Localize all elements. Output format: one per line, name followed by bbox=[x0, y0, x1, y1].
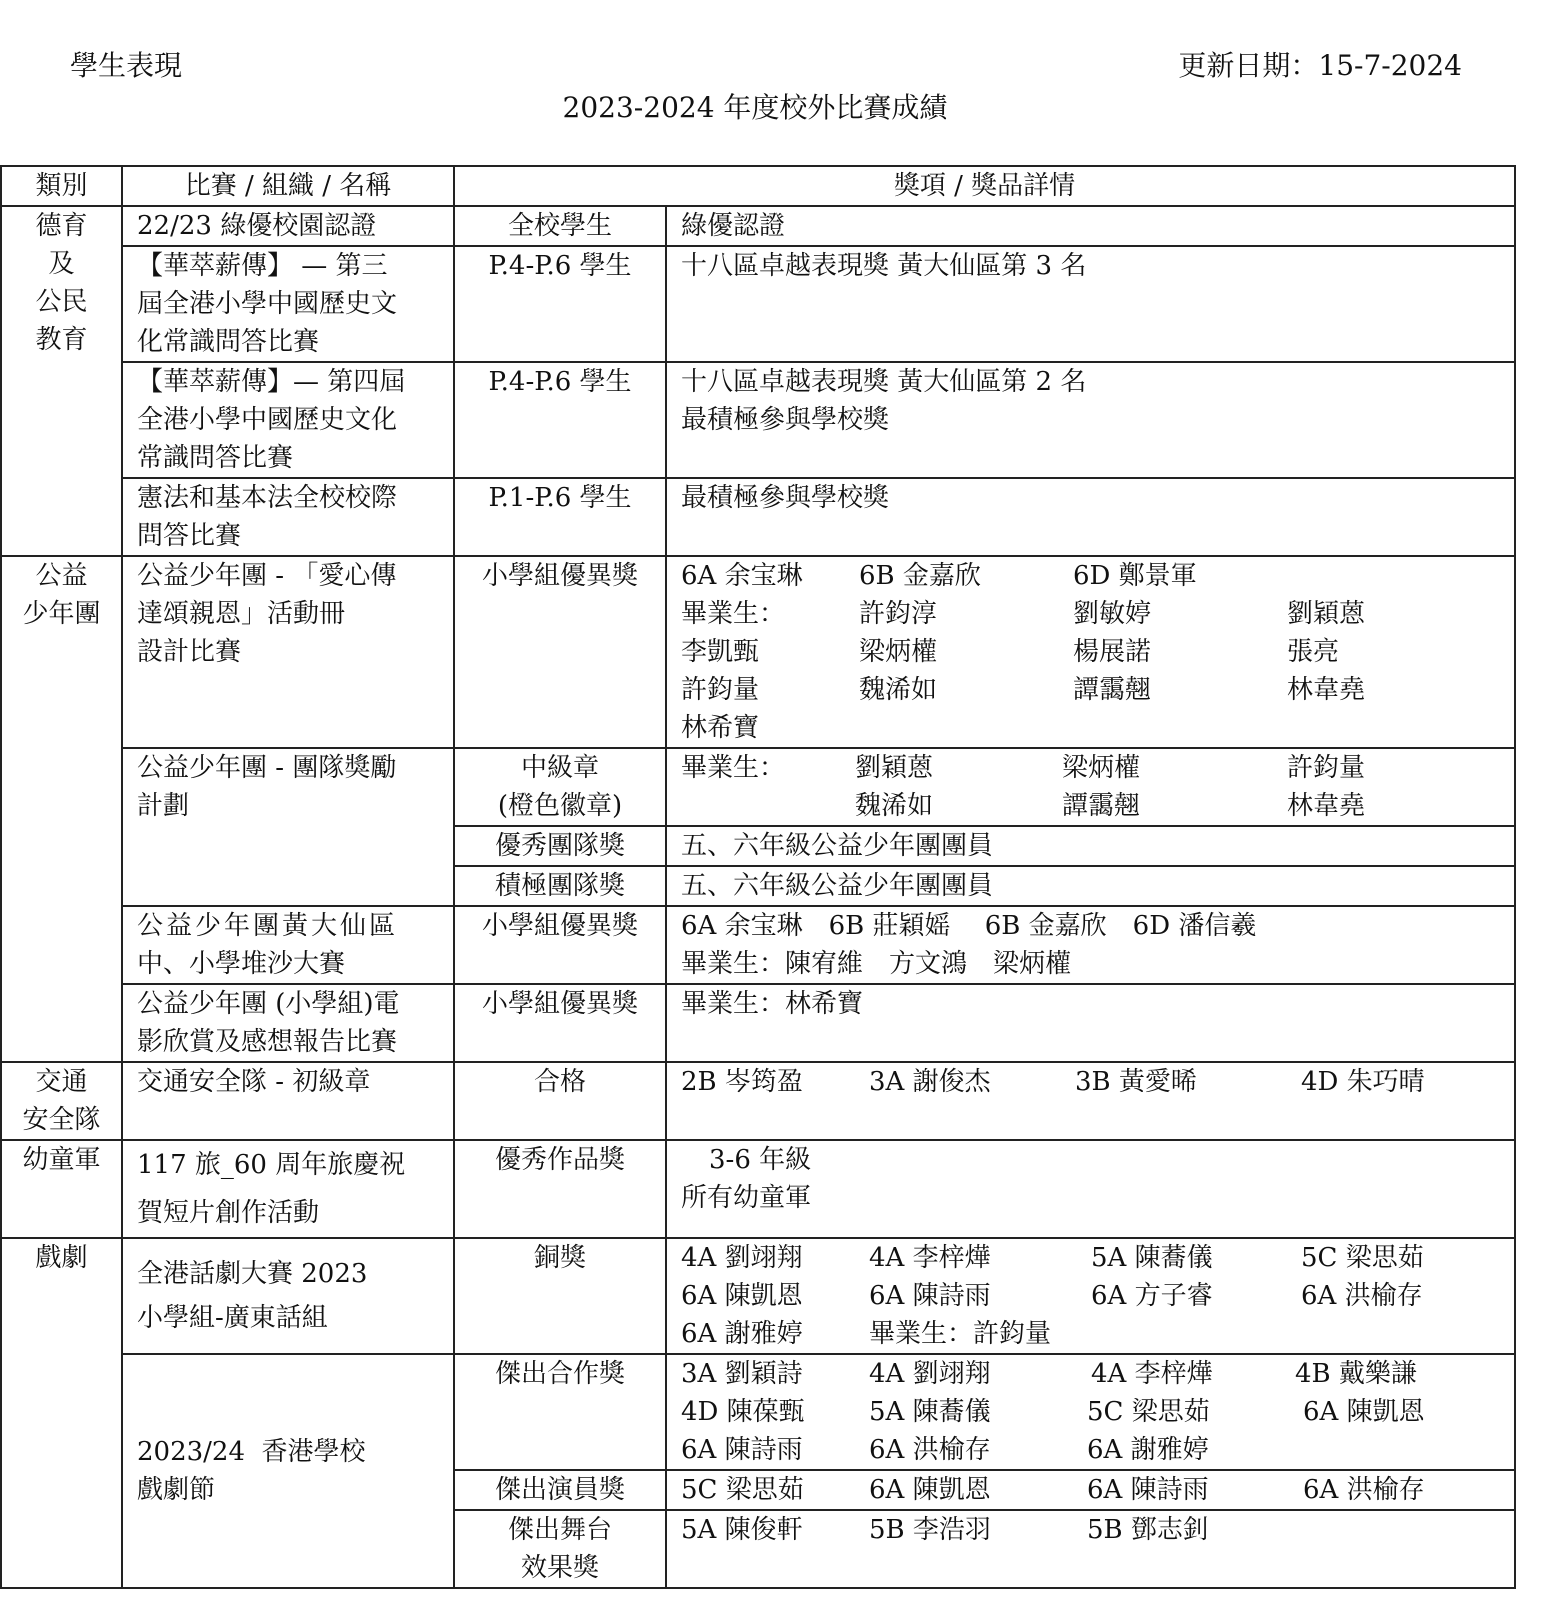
detail-line: 所有幼童軍 bbox=[681, 1183, 812, 1213]
student-name: 李凱甄 bbox=[681, 637, 760, 667]
student-name: 劉敏婷 bbox=[1073, 599, 1152, 629]
student-name: 5C 梁思茹 bbox=[1087, 1397, 1210, 1427]
student-name: 6A 陳凱恩 bbox=[869, 1475, 991, 1505]
category-line: 少年團 bbox=[22, 599, 101, 629]
competition-line: 影欣賞及感想報告比賽 bbox=[137, 1027, 398, 1057]
competition-line: 全港話劇大賽 2023 bbox=[137, 1259, 368, 1289]
table-row bbox=[1, 1140, 1515, 1238]
group-line: 效果獎 bbox=[520, 1553, 599, 1583]
competition-cell bbox=[122, 1140, 454, 1238]
name-line bbox=[681, 1393, 1500, 1431]
category-line: 德育 bbox=[35, 211, 88, 241]
student-name: 6A 方子睿 bbox=[1091, 1281, 1213, 1311]
competition-line: 公益少年團黃大仙區 bbox=[137, 911, 399, 941]
student-name: 5A 陳俊軒 bbox=[681, 1515, 803, 1545]
competition-line: 【華萃薪傳】 — 第三 bbox=[137, 251, 388, 281]
header-competition: 比賽 / 組織 / 名稱 bbox=[122, 166, 454, 206]
competition-cell: 交通安全隊 - 初級章 bbox=[122, 1062, 454, 1140]
student-name: 林韋堯 bbox=[1287, 675, 1366, 705]
group-cell bbox=[454, 748, 666, 826]
details-cell bbox=[666, 1238, 1515, 1354]
competition-cell bbox=[122, 556, 454, 748]
name-line bbox=[681, 709, 1500, 747]
table-row bbox=[1, 1354, 1515, 1470]
student-name: 畢業生： bbox=[681, 753, 786, 783]
competition-cell bbox=[122, 748, 454, 906]
student-name: 許鈞量 bbox=[681, 675, 760, 705]
student-name: 5B 李浩羽 bbox=[869, 1515, 991, 1545]
student-name: 4A 劉翊翔 bbox=[681, 1243, 803, 1273]
group-line: 中級章 bbox=[520, 753, 599, 783]
group-cell: P.1-P.6 學生 bbox=[454, 478, 666, 556]
group-line: (橙色徽章) bbox=[497, 791, 623, 821]
table-row bbox=[1, 984, 1515, 1062]
competition-cell bbox=[122, 362, 454, 478]
student-name: 6A 陳凱恩 bbox=[1303, 1397, 1425, 1427]
competition-line: 戲劇節 bbox=[137, 1475, 216, 1505]
group-cell: 全校學生 bbox=[454, 206, 666, 246]
student-name: 劉穎蒽 bbox=[855, 753, 934, 783]
name-line bbox=[681, 1277, 1500, 1315]
name-line bbox=[681, 1355, 1500, 1393]
details-cell: 五、六年級公益少年團團員 bbox=[666, 826, 1515, 866]
student-name: 2B 岑筠盈 bbox=[681, 1067, 803, 1097]
group-cell: 傑出演員獎 bbox=[454, 1470, 666, 1510]
group-cell: 小學組優異獎 bbox=[454, 906, 666, 984]
detail-line: 3-6 年級 bbox=[709, 1145, 812, 1175]
competition-cell bbox=[122, 1354, 454, 1588]
student-name: 4A 李梓燁 bbox=[1091, 1359, 1213, 1389]
table-row bbox=[1, 1062, 1515, 1140]
details-cell: 畢業生：林希寶 bbox=[666, 984, 1515, 1062]
competition-cell bbox=[122, 478, 454, 556]
detail-line: 畢業生：陳宥維 方文鴻 梁炳權 bbox=[681, 949, 1072, 979]
group-line: 傑出舞台 bbox=[507, 1515, 612, 1545]
student-name: 許鈞淳 bbox=[859, 599, 938, 629]
details-cell bbox=[666, 1510, 1515, 1588]
competition-line: 設計比賽 bbox=[137, 637, 242, 667]
competition-line: 小學組-廣東話組 bbox=[137, 1303, 328, 1333]
update-date: 更新日期：15-7-2024 bbox=[1178, 49, 1462, 82]
section-heading: 學生表現 bbox=[70, 49, 183, 82]
student-name: 6A 陳詩雨 bbox=[869, 1281, 991, 1311]
student-name: 3A 劉穎詩 bbox=[681, 1359, 803, 1389]
student-name: 3A 謝俊杰 bbox=[869, 1067, 991, 1097]
category-charity bbox=[1, 556, 122, 1062]
student-name: 5A 陳蕎儀 bbox=[869, 1397, 991, 1427]
detail-line: 綠優認證 bbox=[681, 211, 786, 241]
detail-line: 6A 余宝琳 6B 莊穎媱 6B 金嘉欣 6D 潘信羲 bbox=[681, 911, 1257, 941]
competition-line: 公益少年團 - 「愛心傳 bbox=[137, 561, 397, 591]
student-name: 5A 陳蕎儀 bbox=[1091, 1243, 1213, 1273]
competition-line: 2023/24 香港學校 bbox=[137, 1437, 366, 1467]
student-name: 張亮 bbox=[1287, 637, 1340, 667]
student-name: 4A 劉翊翔 bbox=[869, 1359, 991, 1389]
student-name bbox=[681, 787, 855, 825]
table-row bbox=[1, 478, 1515, 556]
student-name: 3B 黃愛晞 bbox=[1075, 1067, 1197, 1097]
details-cell bbox=[666, 478, 1515, 556]
student-name: 6A 余宝琳 bbox=[681, 561, 803, 591]
competition-cell bbox=[122, 906, 454, 984]
name-line bbox=[681, 1063, 1500, 1101]
student-name: 4B 戴樂謙 bbox=[1295, 1359, 1417, 1389]
student-name: 6B 金嘉欣 bbox=[859, 561, 981, 591]
student-name: 6A 陳詩雨 bbox=[681, 1435, 803, 1465]
name-line bbox=[681, 1315, 1500, 1353]
student-name: 魏浠如 bbox=[855, 791, 934, 821]
table-header-row bbox=[1, 166, 1515, 206]
group-cell: 優秀團隊獎 bbox=[454, 826, 666, 866]
group-cell: P.4-P.6 學生 bbox=[454, 246, 666, 362]
student-name: 4A 李梓燁 bbox=[869, 1243, 991, 1273]
group-cell: 積極團隊獎 bbox=[454, 866, 666, 906]
competition-line: 22/23 綠優校園認證 bbox=[137, 211, 377, 241]
table-row bbox=[1, 362, 1515, 478]
competition-cell bbox=[122, 1238, 454, 1354]
competition-line: 中、小學堆沙大賽 bbox=[137, 949, 346, 979]
results-table bbox=[0, 165, 1516, 1589]
group-cell: 合格 bbox=[454, 1062, 666, 1140]
student-name: 梁炳權 bbox=[1062, 753, 1141, 783]
competition-cell bbox=[122, 206, 454, 246]
student-name: 6A 洪榆存 bbox=[1303, 1475, 1425, 1505]
student-name: 畢業生： bbox=[681, 599, 786, 629]
name-line bbox=[681, 787, 1500, 825]
student-name: 5C 梁思茹 bbox=[1301, 1243, 1424, 1273]
category-traffic bbox=[1, 1062, 122, 1140]
name-line bbox=[681, 749, 1500, 787]
table-row bbox=[1, 906, 1515, 984]
student-name: 5C 梁思茹 bbox=[681, 1475, 804, 1505]
student-name: 林希寶 bbox=[681, 713, 760, 743]
details-cell bbox=[666, 206, 1515, 246]
student-name: 畢業生：許鈞量 bbox=[869, 1319, 1052, 1349]
student-name: 4D 朱巧晴 bbox=[1301, 1067, 1425, 1097]
group-cell: 銅獎 bbox=[454, 1238, 666, 1354]
name-line bbox=[681, 671, 1500, 709]
table-row bbox=[1, 206, 1515, 246]
category-drama: 戲劇 bbox=[1, 1238, 122, 1588]
competition-line: 計劃 bbox=[137, 791, 190, 821]
details-cell bbox=[666, 362, 1515, 478]
table-row bbox=[1, 246, 1515, 362]
competition-line: 全港小學中國歷史文化 bbox=[137, 405, 398, 435]
competition-line: 憲法和基本法全校校際 bbox=[137, 483, 398, 513]
group-cell bbox=[454, 1510, 666, 1588]
competition-line: 公益少年團 (小學組)電 bbox=[137, 989, 400, 1019]
document-title: 2023-2024 年度校外比賽成績 bbox=[562, 91, 948, 124]
details-cell bbox=[666, 246, 1515, 362]
student-name: 魏浠如 bbox=[859, 675, 938, 705]
student-name: 譚靄翹 bbox=[1073, 675, 1152, 705]
competition-line: 公益少年團 - 團隊獎勵 bbox=[137, 753, 397, 783]
competition-cell bbox=[122, 984, 454, 1062]
category-line: 公民 bbox=[35, 287, 88, 317]
category-line: 及 bbox=[48, 249, 75, 279]
name-line bbox=[681, 633, 1500, 671]
competition-line: 117 旅_60 周年旅慶祝 bbox=[137, 1150, 406, 1180]
student-name: 6A 謝雅婷 bbox=[1087, 1435, 1209, 1465]
name-line bbox=[681, 1511, 1500, 1549]
competition-line: 達頌親恩」活動冊 bbox=[137, 599, 346, 629]
details-cell bbox=[666, 1062, 1515, 1140]
name-line bbox=[681, 557, 1500, 595]
details-cell bbox=[666, 1470, 1515, 1510]
header-category: 類別 bbox=[1, 166, 122, 206]
competition-line: 【華萃薪傳】— 第四屆 bbox=[137, 367, 406, 397]
competition-line: 屆全港小學中國歷史文 bbox=[137, 289, 398, 319]
student-name: 楊展諾 bbox=[1073, 637, 1152, 667]
student-name: 6A 洪榆存 bbox=[1301, 1281, 1423, 1311]
table-row bbox=[1, 556, 1515, 748]
details-cell bbox=[666, 1354, 1515, 1470]
details-cell bbox=[666, 556, 1515, 748]
table-row bbox=[1, 748, 1515, 826]
student-name: 6A 謝雅婷 bbox=[681, 1319, 803, 1349]
detail-line: 十八區卓越表現獎 黃大仙區第 2 名 bbox=[681, 367, 1087, 397]
student-name: 林韋堯 bbox=[1287, 791, 1366, 821]
group-cell: P.4-P.6 學生 bbox=[454, 362, 666, 478]
category-line: 公益 bbox=[35, 561, 88, 591]
detail-line: 最積極參與學校獎 bbox=[681, 483, 890, 513]
group-cell: 小學組優異獎 bbox=[454, 984, 666, 1062]
competition-line: 常識問答比賽 bbox=[137, 443, 294, 473]
category-moral bbox=[1, 206, 122, 556]
table-row bbox=[1, 1238, 1515, 1354]
student-name: 6A 陳凱恩 bbox=[681, 1281, 803, 1311]
student-name: 譚靄翹 bbox=[1062, 791, 1141, 821]
detail-line: 十八區卓越表現獎 黃大仙區第 3 名 bbox=[681, 251, 1087, 281]
category-line: 教育 bbox=[35, 325, 88, 355]
name-line bbox=[681, 595, 1500, 633]
student-name: 6A 洪榆存 bbox=[869, 1435, 991, 1465]
category-line: 安全隊 bbox=[22, 1105, 101, 1135]
category-line: 交通 bbox=[35, 1067, 88, 1097]
competition-line: 賀短片創作活動 bbox=[137, 1198, 320, 1228]
group-cell: 優秀作品獎 bbox=[454, 1140, 666, 1238]
group-cell: 傑出合作獎 bbox=[454, 1354, 666, 1470]
header-award: 獎項 / 獎品詳情 bbox=[454, 166, 1515, 206]
details-cell: 五、六年級公益少年團團員 bbox=[666, 866, 1515, 906]
category-cubs: 幼童軍 bbox=[1, 1140, 122, 1238]
competition-line: 問答比賽 bbox=[137, 521, 242, 551]
details-cell bbox=[666, 1140, 1515, 1238]
student-name: 6A 陳詩雨 bbox=[1087, 1475, 1209, 1505]
name-line bbox=[681, 1431, 1500, 1469]
student-name: 梁炳權 bbox=[859, 637, 938, 667]
student-name: 6D 鄭景軍 bbox=[1073, 561, 1197, 591]
student-name: 5B 鄧志釗 bbox=[1087, 1515, 1209, 1545]
details-cell bbox=[666, 748, 1515, 826]
name-line bbox=[681, 1471, 1500, 1509]
competition-line: 化常識問答比賽 bbox=[137, 327, 320, 357]
detail-line: 最積極參與學校獎 bbox=[681, 405, 890, 435]
name-line bbox=[681, 1239, 1500, 1277]
student-name: 4D 陳葆甄 bbox=[681, 1397, 805, 1427]
details-cell bbox=[666, 906, 1515, 984]
student-name: 劉穎蒽 bbox=[1287, 599, 1366, 629]
competition-cell bbox=[122, 246, 454, 362]
student-name: 許鈞量 bbox=[1287, 753, 1366, 783]
group-cell: 小學組優異獎 bbox=[454, 556, 666, 748]
